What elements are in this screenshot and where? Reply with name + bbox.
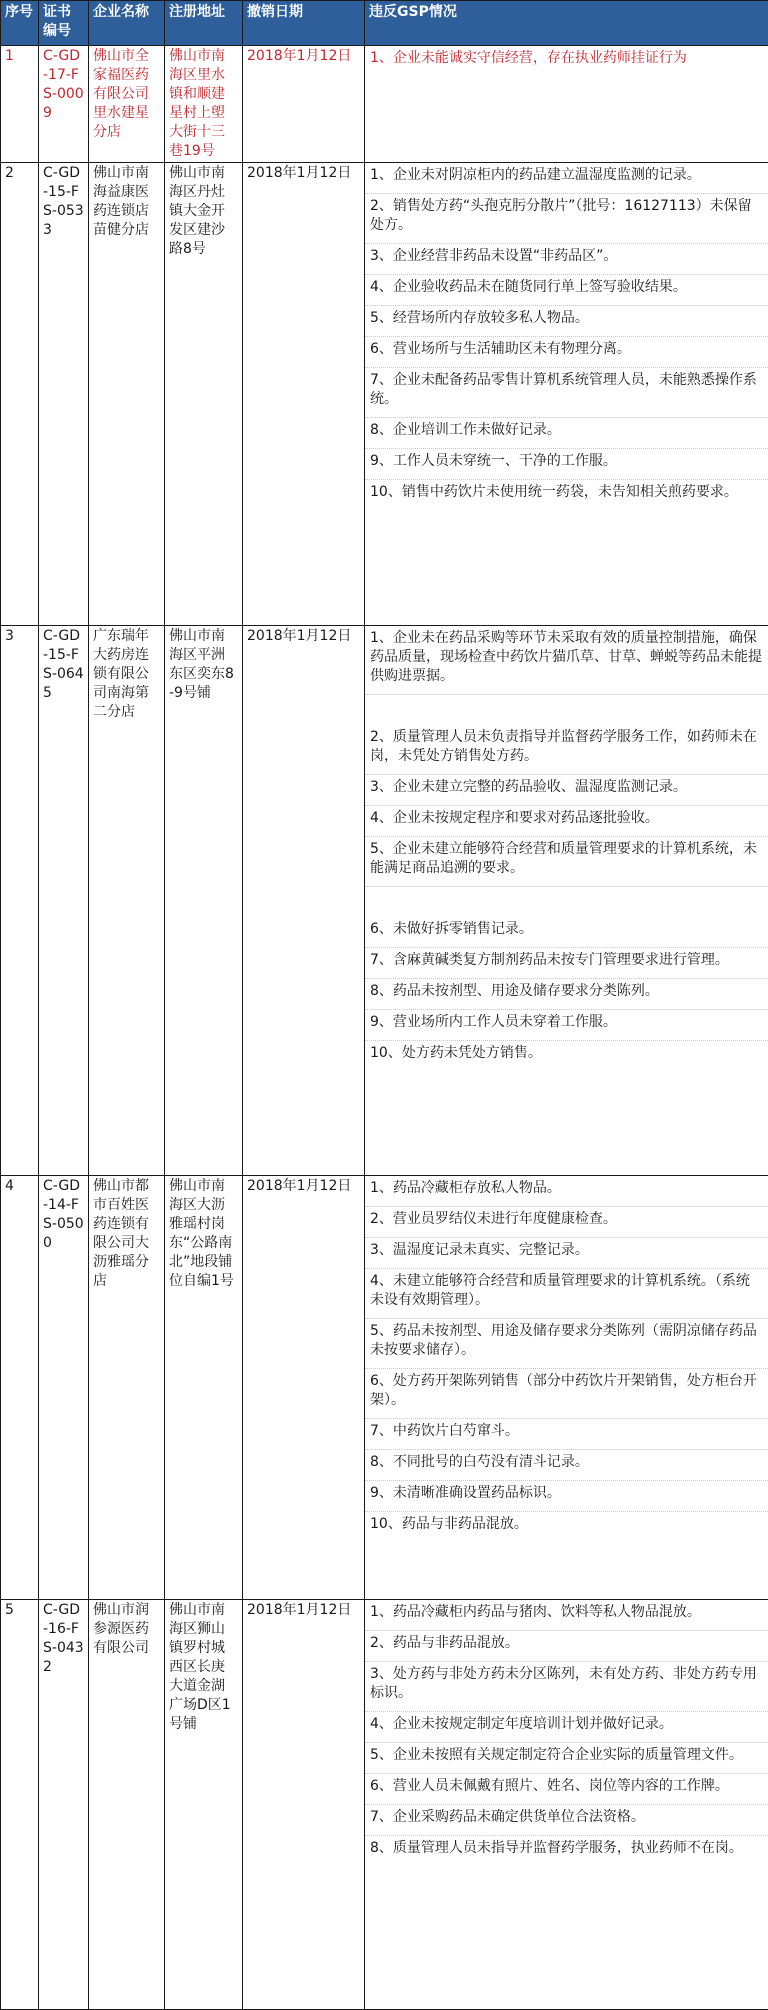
- violation-item: 3、企业经营非药品未设置“非药品区”。: [365, 244, 768, 275]
- row-company: 佛山市都市百姓医药连锁有限公司大沥雅瑶分店: [89, 1176, 165, 1600]
- row-no: 3: [1, 626, 39, 1176]
- violation-item: 8、不同批号的白芍没有清斗记录。: [365, 1450, 768, 1481]
- violation-item: 2、营业员罗结仪未进行年度健康检查。: [365, 1207, 768, 1238]
- row-date: 2018年1月12日: [243, 1600, 365, 2010]
- violation-item: 3、处方药与非处方药未分区陈列，未有处方药、非处方药专用标识。: [365, 1662, 768, 1712]
- header-no: 序号: [1, 1, 39, 46]
- row-cert: C-GD-17-FS-0009: [39, 46, 89, 163]
- row-cert: C-GD-14-FS-0500: [39, 1176, 89, 1600]
- violation-item: 9、营业场所内工作人员未穿着工作服。: [365, 1010, 768, 1041]
- row-violations: [365, 1176, 768, 1600]
- header-cert: 证书编号: [39, 1, 89, 46]
- row-address: 佛山市南海区大沥雅瑶村岗东“公路南北”地段铺位自编1号: [165, 1176, 243, 1600]
- violation-item: 1、企业未能诚实守信经营，存在执业药师挂证行为: [365, 46, 768, 76]
- violation-item: 6、营业场所与生活辅助区未有物理分离。: [365, 337, 768, 368]
- violation-item: 9、工作人员未穿统一、干净的工作服。: [365, 449, 768, 480]
- row-address: 佛山市南海区狮山镇罗村城西区长庚大道金湖广场D区1号铺: [165, 1600, 243, 2010]
- table-row: [1, 163, 768, 626]
- violation-item: 2、药品与非药品混放。: [365, 1631, 768, 1662]
- row-company: 佛山市全家福医药有限公司里水建星分店: [89, 46, 165, 163]
- row-company: 佛山市润参源医药有限公司: [89, 1600, 165, 2010]
- violation-item: 5、经营场所内存放较多私人物品。: [365, 306, 768, 337]
- row-violations: [365, 626, 768, 1176]
- row-violations: [365, 1600, 768, 2010]
- violation-item: 8、药品未按剂型、用途及储存要求分类陈列。: [365, 979, 768, 1010]
- row-no: 2: [1, 163, 39, 626]
- header-company: 企业名称: [89, 1, 165, 46]
- header-row: [1, 1, 768, 46]
- violation-item: 5、企业未建立能够符合经营和质量管理要求的计算机系统，未能满足商品追溯的要求。: [365, 837, 768, 887]
- header-address: 注册地址: [165, 1, 243, 46]
- table-row: [1, 1600, 768, 2010]
- row-address: 佛山市南海区里水镇和顺建星村上塱大街十三巷19号: [165, 46, 243, 163]
- row-cert: C-GD-15-FS-0533: [39, 163, 89, 626]
- row-address: 佛山市南海区平洲东区奕东8-9号铺: [165, 626, 243, 1176]
- violation-item: 6、营业人员未佩戴有照片、姓名、岗位等内容的工作牌。: [365, 1774, 768, 1805]
- violation-item: 7、企业未配备药品零售计算机系统管理人员，未能熟悉操作系统。: [365, 368, 768, 418]
- violation-item: 4、企业未按规定制定年度培训计划并做好记录。: [365, 1712, 768, 1743]
- header-date: 撤销日期: [243, 1, 365, 46]
- table-row: [1, 1176, 768, 1600]
- row-no: 4: [1, 1176, 39, 1600]
- violation-item: 5、药品未按剂型、用途及储存要求分类陈列（需阴凉储存药品未按要求储存）。: [365, 1319, 768, 1369]
- violation-item: 8、企业培训工作未做好记录。: [365, 418, 768, 449]
- row-no: 1: [1, 46, 39, 163]
- violation-item: 10、药品与非药品混放。: [365, 1512, 768, 1542]
- violation-item: 6、未做好拆零销售记录。: [365, 917, 768, 948]
- header-gsp: 违反GSP情况: [365, 1, 768, 46]
- violation-item: 3、温湿度记录未真实、完整记录。: [365, 1238, 768, 1269]
- table-row: [1, 46, 768, 163]
- row-company: 广东瑞年大药房连锁有限公司南海第二分店: [89, 626, 165, 1176]
- violation-item: 7、中药饮片白芍窜斗。: [365, 1419, 768, 1450]
- row-date: 2018年1月12日: [243, 1176, 365, 1600]
- table-row: [1, 626, 768, 1176]
- row-violations: [365, 46, 768, 163]
- violation-item: 8、质量管理人员未指导并监督药学服务，执业药师不在岗。: [365, 1836, 768, 1866]
- violation-item: 2、质量管理人员未负责指导并监督药学服务工作，如药师未在岗，未凭处方销售处方药。: [365, 725, 768, 775]
- row-violations: [365, 163, 768, 626]
- row-company: 佛山市南海益康医药连锁店苗健分店: [89, 163, 165, 626]
- row-no: 5: [1, 1600, 39, 2010]
- row-address: 佛山市南海区丹灶镇大金开发区建沙路8号: [165, 163, 243, 626]
- row-date: 2018年1月12日: [243, 163, 365, 626]
- violation-item: 4、未建立能够符合经营和质量管理要求的计算机系统。（系统未设有效期管理）。: [365, 1269, 768, 1319]
- violation-item: 1、药品冷藏柜存放私人物品。: [365, 1176, 768, 1207]
- violation-item: 6、处方药开架陈列销售（部分中药饮片开架销售，处方柜台开架）。: [365, 1369, 768, 1419]
- violation-item: 1、药品冷藏柜内药品与猪肉、饮料等私人物品混放。: [365, 1600, 768, 1631]
- violation-item: 4、企业未按规定程序和要求对药品逐批验收。: [365, 806, 768, 837]
- violation-item: 5、企业未按照有关规定制定符合企业实际的质量管理文件。: [365, 1743, 768, 1774]
- row-cert: C-GD-16-FS-0432: [39, 1600, 89, 2010]
- violation-item: 1、企业未对阴凉柜内的药品建立温湿度监测的记录。: [365, 163, 768, 194]
- violation-item: 7、企业采购药品未确定供货单位合法资格。: [365, 1805, 768, 1836]
- violation-item: 10、处方药未凭处方销售。: [365, 1041, 768, 1071]
- violation-item: 9、未清晰准确设置药品标识。: [365, 1481, 768, 1512]
- violation-item: 7、含麻黄碱类复方制剂药品未按专门管理要求进行管理。: [365, 948, 768, 979]
- violation-item: 4、企业验收药品未在随货同行单上签写验收结果。: [365, 275, 768, 306]
- violation-item: 3、企业未建立完整的药品验收、温湿度监测记录。: [365, 775, 768, 806]
- row-date: 2018年1月12日: [243, 46, 365, 163]
- violation-item: 10、销售中药饮片未使用统一药袋，未告知相关煎药要求。: [365, 480, 768, 510]
- violation-item: 2、销售处方药“头孢克肟分散片”（批号：16127113）未保留处方。: [365, 194, 768, 244]
- violation-item: 1、企业未在药品采购等环节未采取有效的质量控制措施，确保药品质量，现场检查中药饮片猫爪草、甘草、蝉蜕等药品未能提供购进票据。: [365, 626, 768, 695]
- row-date: 2018年1月12日: [243, 626, 365, 1176]
- row-cert: C-GD-15-FS-0645: [39, 626, 89, 1176]
